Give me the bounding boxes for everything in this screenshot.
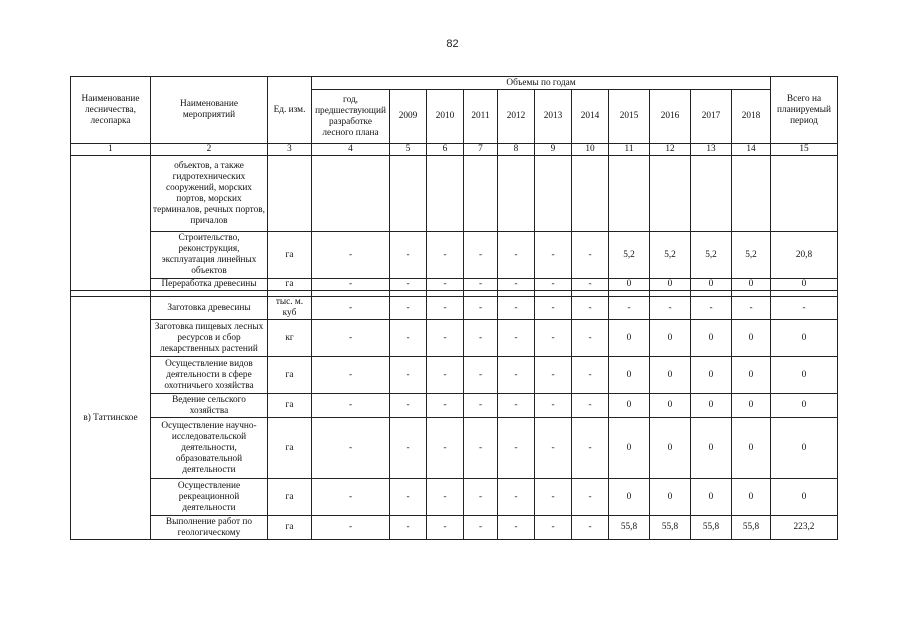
activity-cell: Ведение сельского хозяйства	[151, 394, 268, 418]
column-number: 5	[390, 144, 427, 156]
value-cell: -	[427, 297, 464, 320]
value-cell: -	[312, 320, 390, 357]
value-cell: -	[535, 297, 572, 320]
header-total: Всего на планируемый период	[771, 77, 838, 144]
activity-cell: Переработка древесины	[151, 279, 268, 291]
table-row	[71, 357, 838, 394]
activity-cell: объектов, а также гидротехнических сооружений, морских портов, морских терминалов, речных портов, причалов	[151, 156, 268, 232]
value-cell: 0	[732, 320, 771, 357]
value-cell: -	[464, 297, 498, 320]
header-year: 2012	[498, 90, 535, 144]
header-activity: Наименование мероприятий	[151, 77, 268, 144]
value-cell: 0	[609, 479, 650, 516]
value-cell	[650, 156, 691, 232]
value-cell: -	[390, 320, 427, 357]
value-cell: -	[535, 394, 572, 418]
value-cell: 0	[650, 279, 691, 291]
value-cell: -	[312, 516, 390, 540]
value-cell: -	[572, 320, 609, 357]
value-cell	[691, 156, 732, 232]
value-cell: -	[390, 279, 427, 291]
value-cell	[732, 156, 771, 232]
column-number: 14	[732, 144, 771, 156]
activity-cell: Осуществление видов деятельности в сфере охотничьего хозяйства	[151, 357, 268, 394]
value-cell: -	[572, 279, 609, 291]
unit-cell	[268, 156, 312, 232]
value-cell: -	[464, 279, 498, 291]
value-cell: 0	[732, 357, 771, 394]
table-row	[71, 479, 838, 516]
value-cell: -	[464, 418, 498, 479]
activity-cell: Строительство, реконструкция, эксплуатация линейных объектов	[151, 232, 268, 279]
header-year: 2017	[691, 90, 732, 144]
value-cell: -	[572, 394, 609, 418]
value-cell: 0	[732, 279, 771, 291]
value-cell: 5,2	[609, 232, 650, 279]
value-cell: 0	[732, 479, 771, 516]
header-year: 2010	[427, 90, 464, 144]
header-unit: Ед. изм.	[268, 77, 312, 144]
value-cell: -	[498, 357, 535, 394]
value-cell: -	[572, 418, 609, 479]
column-number: 10	[572, 144, 609, 156]
value-cell: -	[535, 357, 572, 394]
value-cell: 0	[609, 320, 650, 357]
page-number: 82	[446, 38, 459, 50]
column-number: 1	[71, 144, 151, 156]
value-cell: -	[572, 357, 609, 394]
value-cell: -	[498, 279, 535, 291]
value-cell: -	[732, 297, 771, 320]
value-cell: 223,2	[771, 516, 838, 540]
value-cell	[535, 156, 572, 232]
table-row	[71, 516, 838, 540]
value-cell: -	[427, 279, 464, 291]
value-cell: -	[498, 516, 535, 540]
value-cell: 5,2	[732, 232, 771, 279]
column-number: 15	[771, 144, 838, 156]
unit-cell: кг	[268, 320, 312, 357]
column-number: 2	[151, 144, 268, 156]
value-cell: -	[464, 516, 498, 540]
value-cell: -	[498, 320, 535, 357]
column-number: 11	[609, 144, 650, 156]
header-year: 2018	[732, 90, 771, 144]
value-cell: -	[464, 479, 498, 516]
column-number: 7	[464, 144, 498, 156]
value-cell: 0	[691, 279, 732, 291]
value-cell	[312, 156, 390, 232]
value-cell: -	[464, 394, 498, 418]
value-cell	[464, 156, 498, 232]
unit-cell: га	[268, 279, 312, 291]
value-cell: 0	[650, 418, 691, 479]
column-number: 9	[535, 144, 572, 156]
value-cell: -	[390, 418, 427, 479]
value-cell: -	[498, 418, 535, 479]
value-cell: 0	[771, 394, 838, 418]
value-cell: -	[312, 479, 390, 516]
table-row	[71, 297, 838, 320]
header-forestry: Наименование лесничества, лесопарка	[71, 77, 151, 144]
unit-cell: га	[268, 394, 312, 418]
value-cell: 0	[691, 394, 732, 418]
value-cell: -	[427, 516, 464, 540]
table-row	[71, 156, 838, 232]
column-number: 4	[312, 144, 390, 156]
value-cell: -	[312, 232, 390, 279]
table-row	[71, 394, 838, 418]
value-cell: 0	[650, 320, 691, 357]
value-cell: -	[312, 418, 390, 479]
unit-cell: га	[268, 479, 312, 516]
value-cell	[609, 156, 650, 232]
header-year: 2016	[650, 90, 691, 144]
value-cell: 0	[650, 394, 691, 418]
activity-cell: Осуществление рекреационной деятельности	[151, 479, 268, 516]
unit-cell: га	[268, 516, 312, 540]
value-cell: 55,8	[732, 516, 771, 540]
header-year: 2009	[390, 90, 427, 144]
table-row	[71, 279, 838, 291]
column-number: 13	[691, 144, 732, 156]
value-cell: 0	[771, 320, 838, 357]
unit-cell: га	[268, 232, 312, 279]
value-cell: 0	[691, 357, 732, 394]
value-cell: -	[535, 320, 572, 357]
value-cell: 5,2	[691, 232, 732, 279]
value-cell: 0	[609, 418, 650, 479]
value-cell: 5,2	[650, 232, 691, 279]
value-cell	[771, 156, 838, 232]
forestry-name: в) Таттинское	[71, 297, 151, 540]
value-cell: 0	[609, 357, 650, 394]
value-cell: -	[427, 394, 464, 418]
column-number: 3	[268, 144, 312, 156]
header-year: 2015	[609, 90, 650, 144]
value-cell: -	[427, 479, 464, 516]
value-cell: -	[498, 232, 535, 279]
value-cell: -	[390, 394, 427, 418]
value-cell: -	[427, 418, 464, 479]
header-year: 2011	[464, 90, 498, 144]
activity-cell: Заготовка древесины	[151, 297, 268, 320]
value-cell: -	[312, 394, 390, 418]
value-cell: -	[498, 479, 535, 516]
value-cell: -	[572, 479, 609, 516]
value-cell: -	[390, 297, 427, 320]
table-row	[71, 232, 838, 279]
forestry-cell-empty	[71, 156, 151, 291]
value-cell: -	[535, 232, 572, 279]
value-cell: -	[312, 297, 390, 320]
value-cell: -	[464, 232, 498, 279]
header-year: 2014	[572, 90, 609, 144]
value-cell: -	[312, 279, 390, 291]
value-cell: 0	[771, 279, 838, 291]
value-cell: 0	[771, 357, 838, 394]
activity-cell: Осуществление научно-исследовательской деятельности, образовательной деятельности	[151, 418, 268, 479]
header-volumes-by-year: Объемы по годам	[312, 77, 771, 90]
value-cell: -	[535, 479, 572, 516]
value-cell: -	[427, 357, 464, 394]
value-cell	[390, 156, 427, 232]
value-cell: 0	[691, 320, 732, 357]
header-prev-year: год, предшествующий разработке лесного плана	[312, 90, 390, 144]
value-cell: 0	[650, 479, 691, 516]
value-cell: -	[390, 479, 427, 516]
value-cell: 0	[732, 394, 771, 418]
value-cell: -	[312, 357, 390, 394]
value-cell: -	[572, 516, 609, 540]
header-year: 2013	[535, 90, 572, 144]
value-cell: 55,8	[691, 516, 732, 540]
value-cell	[498, 156, 535, 232]
value-cell: -	[535, 279, 572, 291]
value-cell: -	[609, 297, 650, 320]
value-cell: -	[390, 357, 427, 394]
value-cell: -	[691, 297, 732, 320]
table-row	[71, 320, 838, 357]
value-cell: -	[650, 297, 691, 320]
value-cell: -	[535, 418, 572, 479]
activity-cell: Заготовка пищевых лесных ресурсов и сбор лекарственных растений	[151, 320, 268, 357]
value-cell: 0	[691, 418, 732, 479]
value-cell: -	[390, 516, 427, 540]
column-number: 8	[498, 144, 535, 156]
column-number: 6	[427, 144, 464, 156]
value-cell: -	[535, 516, 572, 540]
value-cell: 0	[609, 394, 650, 418]
value-cell: -	[498, 394, 535, 418]
forest-activities-table	[70, 76, 838, 540]
value-cell: -	[464, 357, 498, 394]
activity-cell: Выполнение работ по геологическому	[151, 516, 268, 540]
value-cell: 0	[691, 479, 732, 516]
value-cell: 55,8	[609, 516, 650, 540]
column-number: 12	[650, 144, 691, 156]
value-cell: -	[498, 297, 535, 320]
value-cell: -	[427, 232, 464, 279]
table-row	[71, 418, 838, 479]
value-cell	[427, 156, 464, 232]
value-cell: -	[464, 320, 498, 357]
value-cell: -	[771, 297, 838, 320]
value-cell: 55,8	[650, 516, 691, 540]
value-cell: 0	[650, 357, 691, 394]
column-number-row	[71, 144, 838, 156]
value-cell: 0	[609, 279, 650, 291]
value-cell	[572, 156, 609, 232]
unit-cell: тыс. м. куб	[268, 297, 312, 320]
value-cell: 0	[732, 418, 771, 479]
value-cell: 0	[771, 418, 838, 479]
value-cell: 0	[771, 479, 838, 516]
value-cell: -	[572, 297, 609, 320]
value-cell: -	[427, 320, 464, 357]
unit-cell: га	[268, 357, 312, 394]
unit-cell: га	[268, 418, 312, 479]
value-cell: 20,8	[771, 232, 838, 279]
value-cell: -	[390, 232, 427, 279]
value-cell: -	[572, 232, 609, 279]
